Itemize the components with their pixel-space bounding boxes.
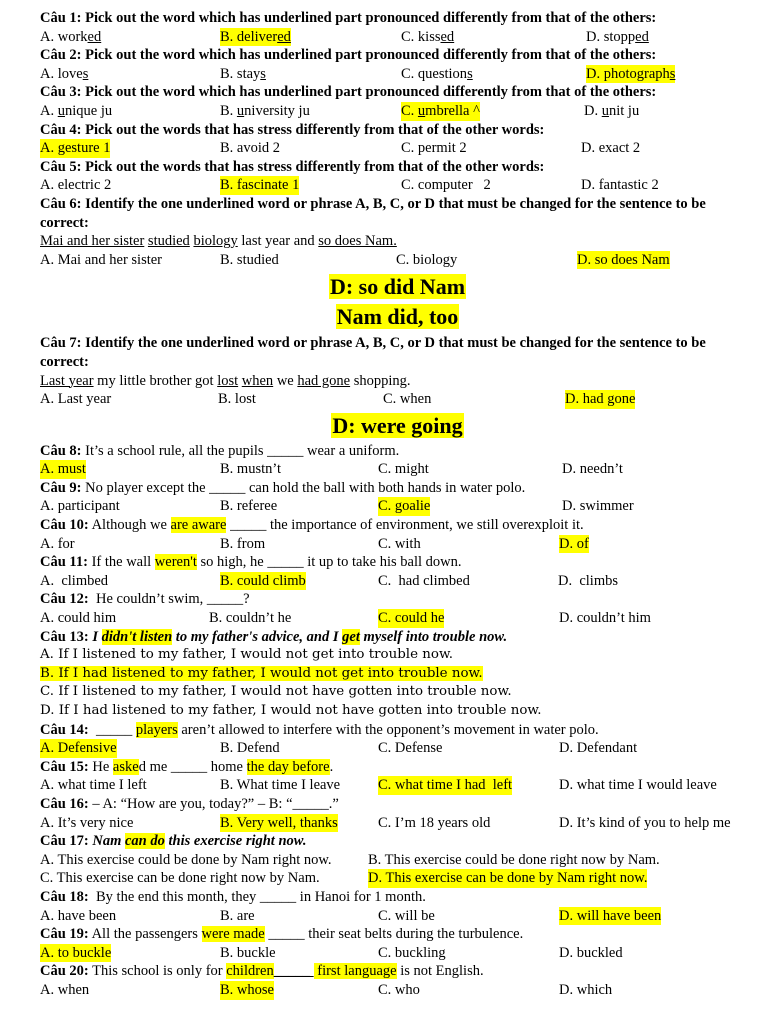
question-9-options [40, 497, 755, 516]
option-d[interactable]: D. If I had listened to my father, I would not have gotten into trouble now. [40, 703, 542, 718]
question-14-options [40, 739, 755, 758]
option-c[interactable]: C. I’m 18 years old [378, 814, 491, 831]
option-b[interactable]: B. This exercise could be done right now by Nam. [368, 851, 660, 868]
option-d-answer[interactable]: D. This exercise can be done by Nam right now. [368, 870, 648, 887]
option-c-answer[interactable]: C. goalie [378, 498, 431, 515]
question-7-stem: Câu 7: Identify the one underlined word or phrase A, B, C, or D that must be changed for the sentence to be correct: [40, 335, 706, 370]
option-a-answer[interactable]: A. gesture 1 [40, 140, 111, 157]
option-c[interactable]: C. computer 2 [401, 177, 491, 194]
option-a[interactable]: A. when [40, 981, 90, 998]
option-d[interactable]: D. climbs [558, 572, 619, 589]
option-b[interactable]: B. from [220, 535, 266, 552]
question-10-options [40, 535, 755, 554]
question-4-stem: Câu 4: Pick out the words that has stress differently from that of the other words: [40, 121, 545, 138]
question-10-stem: Câu 10: Although we are aware _____ the importance of environment, we still overexploit it. [40, 517, 584, 534]
option-b[interactable]: B. Defend [220, 740, 280, 757]
question-19-stem: Câu 19: All the passengers were made _____ their seat belts during the turbulence. [40, 926, 524, 943]
option-c[interactable]: C. If I listened to my father, I would not have gotten into trouble now. [40, 684, 512, 700]
option-c-answer[interactable]: C. could he [378, 610, 445, 627]
option-d[interactable]: D. exact 2 [581, 140, 641, 157]
answer-note: Nam did, too [336, 304, 459, 330]
option-d-answer[interactable]: D. so does Nam [577, 251, 670, 268]
question-13-stem: Câu 13: I didn't listen to my father's advice, and I get myself into trouble now. [40, 628, 508, 645]
option-d[interactable]: D. swimmer [562, 498, 634, 515]
option-d[interactable]: D. fantastic 2 [581, 177, 659, 194]
question-16-options [40, 814, 755, 833]
question-11-options [40, 572, 755, 591]
option-a[interactable]: A. If I listened to my father, I would not get into trouble now. [40, 647, 454, 663]
question-5-options [40, 176, 755, 195]
option-d[interactable]: D. buckled [559, 944, 623, 961]
option-d[interactable]: D. stopped [586, 28, 649, 45]
option-a[interactable]: A. climbed [40, 572, 109, 589]
question-6-stem: Câu 6: Identify the one underlined word or phrase A, B, C, or D that must be changed for the sentence to be correct: [40, 195, 706, 231]
question-1-options [40, 28, 755, 47]
question-8-stem: Câu 8: It’s a school rule, all the pupils _____ wear a uniform. [40, 442, 400, 459]
option-b[interactable]: B. lost [218, 391, 256, 408]
question-2-stem: Câu 2: Pick out the word which has underlined part pronounced differently from that of the others: [40, 47, 657, 64]
option-a-answer[interactable]: A. must [40, 461, 86, 478]
option-a[interactable]: A. This exercise could be done by Nam right now. [40, 851, 332, 868]
option-d-answer[interactable]: D. had gone [565, 391, 636, 408]
answer-note: D: were going [332, 412, 463, 438]
option-a[interactable]: A. unique ju [40, 102, 113, 119]
question-6-sentence: Mai and her sister studied biology last year and so does Nam. [40, 233, 397, 250]
option-b-answer[interactable]: B. delivered [220, 28, 291, 45]
question-12-stem: Câu 12: He couldn’t swim, _____? [40, 591, 250, 608]
option-b-answer[interactable]: B. fascinate 1 [220, 177, 300, 194]
option-b[interactable]: B. referee [220, 498, 278, 515]
question-4-options [40, 139, 755, 158]
option-a[interactable]: A. for [40, 535, 75, 552]
question-18-options [40, 907, 755, 926]
option-c[interactable]: C. buckling [378, 944, 446, 961]
option-b[interactable]: B. are [220, 907, 255, 924]
option-c-answer[interactable]: C. what time I had left [378, 777, 513, 794]
question-14-stem: Câu 14: _____ players aren’t allowed to interfere with the opponent’s movement in water polo. [40, 721, 599, 738]
option-d[interactable]: D. couldn’t him [559, 610, 651, 627]
option-d-answer[interactable]: D. photographs [586, 65, 676, 82]
option-d[interactable]: D. Defendant [559, 740, 638, 757]
question-17-options-ab [40, 851, 755, 870]
option-a-answer[interactable]: A. to buckle [40, 944, 112, 961]
option-d-answer[interactable]: D. of [559, 535, 589, 552]
question-5-stem: Câu 5: Pick out the words that has stress differently from that of the other words: [40, 158, 545, 175]
question-18-stem: Câu 18: By the end this month, they _____ in Hanoi for 1 month. [40, 888, 426, 905]
option-b[interactable]: B. avoid 2 [220, 140, 281, 157]
question-16-stem: Câu 16: – A: “How are you, today?” – B: “_____.” [40, 795, 339, 812]
option-a[interactable]: A. Last year [40, 391, 112, 408]
question-3-stem: Câu 3: Pick out the word which has underlined part pronounced differently from that of the others: [40, 84, 657, 101]
question-19-options [40, 944, 755, 963]
question-20-stem: Câu 20: This school is only for children_____ first language is not English. [40, 963, 484, 980]
option-c[interactable]: C. permit 2 [401, 140, 467, 157]
option-d[interactable]: D. It’s kind of you to help me [559, 814, 731, 831]
option-c[interactable]: C. kissed [401, 28, 455, 45]
question-6-options [40, 251, 755, 270]
question-11-stem: Câu 11: If the wall weren't so high, he _____ it up to take his ball down. [40, 554, 462, 571]
option-b[interactable]: B. stays [220, 65, 266, 82]
option-d-answer[interactable]: D. will have been [559, 907, 662, 924]
option-c[interactable]: C. This exercise can be done right now by Nam. [40, 870, 320, 887]
option-a[interactable]: A. worked [40, 28, 102, 45]
option-b[interactable]: B. university ju [220, 102, 310, 119]
question-15-stem: Câu 15: He asked me _____ home the day before. [40, 758, 334, 775]
option-b[interactable]: B. What time I leave [220, 777, 341, 794]
question-12-options [40, 609, 755, 628]
question-15-options [40, 776, 755, 795]
option-b-answer[interactable]: B. whose [220, 981, 274, 998]
option-a[interactable]: A. It’s very nice [40, 814, 134, 831]
option-a[interactable]: A. could him [40, 610, 117, 627]
question-7-sentence: Last year my little brother got lost when we had gone shopping. [40, 372, 411, 389]
option-b-answer[interactable]: B. Very well, thanks [220, 814, 338, 831]
question-17-stem: Câu 17: Nam can do this exercise right now. [40, 833, 307, 850]
option-a[interactable]: A. have been [40, 907, 117, 924]
question-2-options [40, 65, 755, 84]
option-b-answer[interactable]: B. If I had listened to my father, I would not get into trouble now. [40, 665, 483, 681]
option-c[interactable]: C. who [378, 981, 420, 998]
option-a[interactable]: A. loves [40, 65, 89, 82]
option-d[interactable]: D. unit ju [584, 102, 640, 119]
option-b[interactable]: B. buckle [220, 944, 276, 961]
option-c-answer[interactable]: C. umbrella ^ [401, 102, 480, 119]
option-b-answer[interactable]: B. could climb [220, 572, 306, 589]
option-a[interactable]: A. Mai and her sister [40, 251, 163, 268]
option-d[interactable]: D. what time I would leave [559, 777, 717, 794]
question-20-options [40, 981, 755, 1000]
worksheet [40, 9, 755, 1000]
answer-note: D: so did Nam [329, 274, 466, 300]
option-a[interactable]: A. participant [40, 498, 120, 515]
option-c[interactable]: C. biology [396, 251, 458, 268]
option-c[interactable]: C. Defense [378, 740, 443, 757]
question-1-stem: Câu 1: Pick out the word which has underlined part pronounced differently from that of the others: [40, 10, 657, 26]
option-a[interactable]: A. electric 2 [40, 177, 112, 194]
option-d[interactable]: D. which [559, 981, 613, 998]
option-b[interactable]: B. couldn’t he [209, 610, 292, 627]
option-a[interactable]: A. what time I left [40, 777, 147, 794]
option-c[interactable]: C. with [378, 535, 421, 552]
option-c[interactable]: C. when [383, 391, 432, 408]
option-a-answer[interactable]: A. Defensive [40, 740, 117, 757]
question-3-options [40, 102, 755, 121]
question-17-options-cd [40, 869, 755, 888]
option-c[interactable]: C. will be [378, 907, 435, 924]
option-b[interactable]: B. studied [220, 251, 279, 268]
question-7-options [40, 390, 755, 409]
option-d[interactable]: D. needn’t [562, 461, 623, 478]
option-c[interactable]: C. questions [401, 65, 473, 82]
option-c[interactable]: C. had climbed [378, 572, 470, 589]
question-9-stem: Câu 9: No player except the _____ can hold the ball with both hands in water polo. [40, 479, 526, 496]
question-8-options [40, 460, 755, 479]
option-c[interactable]: C. might [378, 461, 429, 478]
option-b[interactable]: B. mustn’t [220, 461, 281, 478]
